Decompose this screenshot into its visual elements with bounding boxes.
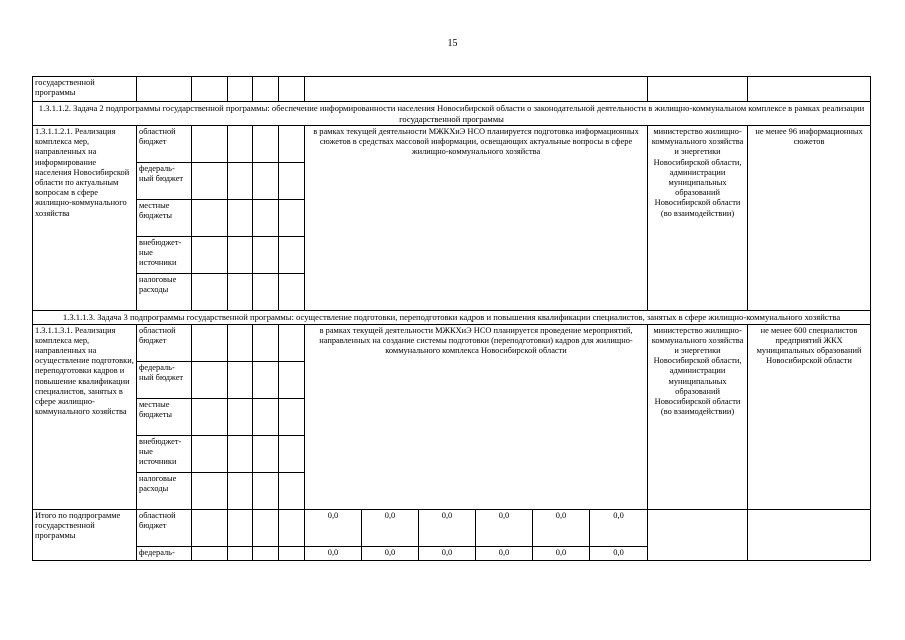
executor: министерство жилищно-коммунального хозяйства и энергетики Новосибирской области, администрации муниципальных образований Новосибирской области (во взаимодействии): [648, 126, 748, 311]
table-row: [33, 126, 871, 163]
amount-cell: 0,0: [476, 546, 533, 560]
row-label: государственной программы: [33, 77, 137, 102]
amount-cell: 0,0: [590, 509, 648, 546]
executor: министерство жилищно-коммунального хозяйства и энергетики Новосибирской области, администрации муниципальных образований Новосибирской области (во взаимодействии): [648, 324, 748, 509]
funding-source: внебюджет-ные источники: [137, 237, 192, 274]
task-2-heading: 1.3.1.1.2. Задача 2 подпрограммы государственной программы: обеспечение информированности населения Новосибирской области о законодательной деятельности в жилищно-коммунальном комплексе в рамках реализации государственной программы: [33, 102, 871, 126]
amount-cell: 0,0: [419, 509, 476, 546]
task-heading-row: [33, 311, 871, 325]
amount-cell: 0,0: [533, 509, 590, 546]
program-table: [32, 76, 871, 561]
expected-result: не менее 96 информационных сюжетов: [748, 126, 871, 311]
task-heading-row: [33, 102, 871, 126]
table-row: [33, 509, 871, 546]
funding-source: областной бюджет: [137, 126, 192, 163]
funding-source: внебюджет-ные источники: [137, 435, 192, 472]
funding-source: федераль-ный бюджет: [137, 163, 192, 200]
funding-source: федераль-ный бюджет: [137, 361, 192, 398]
amount-cell: 0,0: [305, 509, 362, 546]
measure-description: в рамках текущей деятельности МЖКХиЭ НСО планируется подготовка информационных сюжетов в средствах массовой информации, освещающих актуальные вопросы в сфере жилищно-коммунального хозяйства: [305, 126, 648, 311]
amount-cell: 0,0: [590, 546, 648, 560]
amount-cell: 0,0: [533, 546, 590, 560]
page-number: 15: [447, 38, 458, 49]
task-3-heading: 1.3.1.1.3. Задача 3 подпрограммы государственной программы: осуществление подготовки, переподготовки кадров и повышения квалификации специалистов, занятых в сфере жилищно-коммунального хозяйства: [33, 311, 871, 325]
funding-source: федераль-: [137, 546, 192, 560]
expected-result: не менее 600 специалистов предприятий ЖКХ муниципальных образований Новосибирской области: [748, 324, 871, 509]
measure-name: 1.3.1.1.2.1. Реализация комплекса мер, направленных на информирование населения Новосибирской области по актуальным вопросам в сфере жилищно-коммунального хозяйства: [33, 126, 137, 311]
measure-name: 1.3.1.1.3.1. Реализация комплекса мер, направленных на осуществление подготовки, переподготовки кадров и повышение квалификации специалистов, занятых в сфере жилищно-коммунального хозяйства: [33, 324, 137, 509]
funding-source: местные бюджеты: [137, 398, 192, 435]
funding-source: областной бюджет: [137, 324, 192, 361]
table-row: [33, 324, 871, 361]
funding-source: местные бюджеты: [137, 200, 192, 237]
amount-cell: 0,0: [362, 509, 419, 546]
funding-source: областной бюджет: [137, 509, 192, 546]
funding-source: налоговые расходы: [137, 472, 192, 509]
amount-cell: 0,0: [305, 546, 362, 560]
measure-description: в рамках текущей деятельности МЖКХиЭ НСО планируется проведение мероприятий, направленных на создание системы подготовки (переподготовки) кадров для жилищно-коммунального комплекса Новосибирской области: [305, 324, 648, 509]
total-label: Итого по подпрограмме государственной программы: [33, 509, 137, 560]
table-row: [33, 77, 871, 102]
funding-source: налоговые расходы: [137, 274, 192, 311]
amount-cell: 0,0: [476, 509, 533, 546]
amount-cell: 0,0: [362, 546, 419, 560]
amount-cell: 0,0: [419, 546, 476, 560]
